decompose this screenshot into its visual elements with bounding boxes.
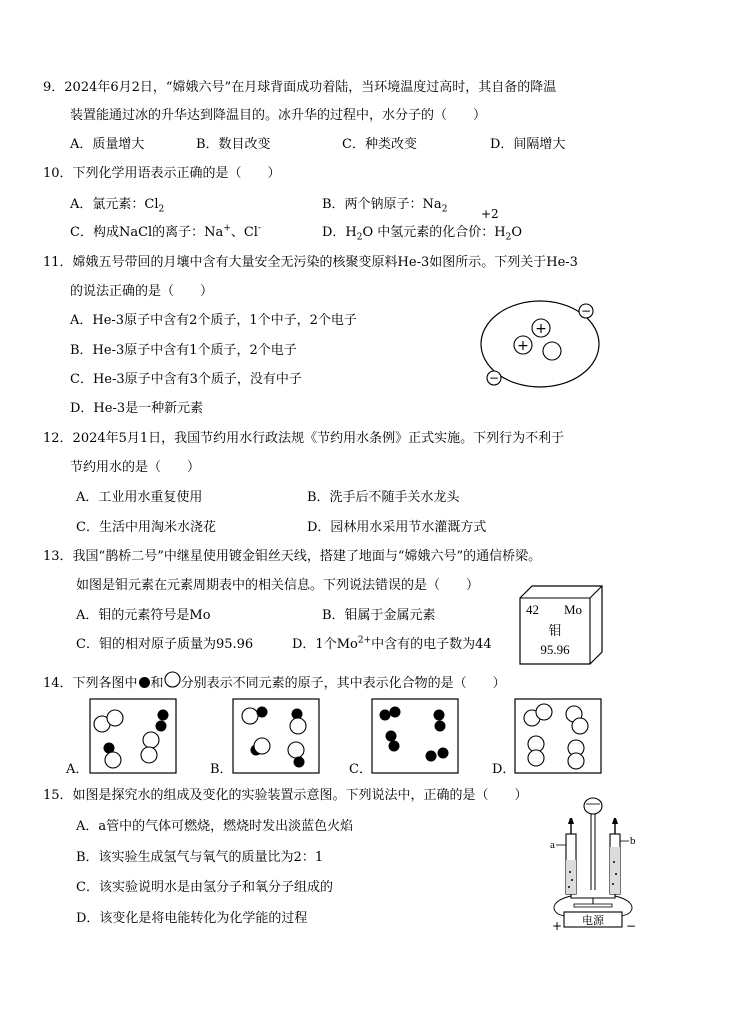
q14-diagram-d — [514, 698, 602, 774]
q11-stem-line1: 11．嫦娥五号带回的月壤中含有大量安全无污染的核聚变原料He-3如图所示。下列关于He-3 — [43, 255, 578, 270]
q15-option-d: D．该变化是将电能转化为化学能的过程 — [76, 911, 308, 926]
q9-option-c: C．种类改变 — [342, 137, 417, 152]
molybdenum-element-tile — [518, 584, 604, 666]
q14-diagram-c — [371, 698, 459, 774]
q11-option-c: C．He-3原子中含有3个质子，没有中子 — [70, 372, 302, 387]
q13-option-b: B．钼属于金属元素 — [322, 608, 436, 623]
q13-stem-line2: 如图是钼元素在元素周期表中的相关信息。下列说法错误的是（ ） — [76, 578, 480, 593]
q13-option-c: C．钼的相对原子质量为95.96 — [76, 637, 254, 652]
q9-stem-line2: 装置能通过冰的升华达到降温目的。冰升华的过程中，水分子的（ ） — [70, 108, 487, 123]
q14-label-c: C． — [349, 762, 372, 777]
black-atom-icon — [138, 676, 151, 689]
q14-diagram-b — [232, 698, 320, 774]
q14-stem: 14．下列各图中 和 分别表示不同元素的原子，其中表示化合物的是（ ） — [43, 671, 506, 692]
q12-option-b: B．洗手后不随手关水龙头 — [307, 490, 460, 505]
q12-stem-line1: 12．2024年5月1日，我国节约用水行政法规《节约用水条例》正式实施。下列行为不利于 — [43, 431, 565, 446]
tube-a-label: a — [550, 839, 555, 851]
electron-1-sign: − — [580, 304, 592, 318]
q10-option-a: A．氯元素：$Cl_2$ — [70, 197, 165, 215]
q11-option-b: B．He-3原子中含有1个质子，2个电子 — [70, 343, 297, 358]
he3-atom-diagram — [476, 298, 606, 390]
q15-option-a: A．a管中的气体可燃烧，燃烧时发出淡蓝色火焰 — [76, 819, 354, 834]
q13-stem-line1: 13．我国“鹊桥二号”中继星使用镀金钼丝天线，搭建了地面与“嫦娥六号”的通信桥梁。 — [43, 549, 542, 564]
q14-label-d: D． — [492, 762, 516, 777]
positive-terminal-label: + — [552, 919, 563, 933]
q12-option-a: A．工业用水重复使用 — [76, 490, 203, 505]
q13-option-d: D．1个$Mo^{2+}$中含有的电子数为44 — [292, 635, 492, 652]
q9-option-b: B．数目改变 — [196, 137, 271, 152]
q11-option-a: A．He-3原子中含有2个质子，1个中子，2个电子 — [70, 313, 357, 328]
q11-stem-line2: 的说法正确的是（ ） — [70, 284, 214, 299]
q13-option-a: A．钼的元素符号是Mo — [76, 608, 211, 623]
q12-option-d: D．园林用水采用节水灌溉方式 — [307, 520, 487, 535]
q15-option-b: B．该实验生成氢气与氧气的质量比为2：1 — [76, 850, 324, 865]
q15-option-c: C．该实验说明水是由氢分子和氧分子组成的 — [76, 880, 333, 895]
tile-element-name: 钼 — [548, 624, 562, 639]
q14-label-b: B． — [210, 762, 233, 777]
q14-diagram-a — [89, 698, 177, 774]
q9-stem-line1: 9．2024年6月2日，“嫦娥六号”在月球背面成功着陆，当环境温度过高时，其自备的降温 — [43, 80, 557, 95]
q10-valence-mark: +2 — [481, 207, 499, 221]
tile-atomic-mass: 95.96 — [540, 642, 570, 657]
electron-2-sign: − — [488, 371, 500, 385]
proton-1-sign: + — [535, 321, 547, 337]
q15-stem: 15．如图是探究水的组成及变化的实验装置示意图。下列说法中，正确的是（ ） — [43, 788, 528, 803]
power-source-label: 电源 — [582, 914, 604, 927]
neutron — [543, 342, 561, 360]
negative-terminal-label: − — [626, 919, 637, 933]
q10-option-b: B．两个钠原子：$Na_2$ — [322, 197, 448, 215]
white-atom-icon — [164, 671, 181, 688]
q14-label-a: A． — [66, 762, 89, 777]
tube-b-label: b — [630, 835, 636, 847]
proton-2-sign: + — [517, 338, 529, 354]
q9-option-d: D．间隔增大 — [490, 137, 566, 152]
q9-option-a: A．质量增大 — [70, 137, 145, 152]
q12-option-c: C．生活中用淘米水浇花 — [76, 520, 216, 535]
electrolysis-apparatus — [544, 792, 640, 934]
tile-symbol: Mo — [564, 602, 583, 617]
tile-atomic-number: 42 — [526, 602, 539, 617]
q10-stem: 10．下列化学用语表示正确的是（ ） — [43, 166, 281, 181]
q10-option-c: C．构成NaCl的离子：Na+、Cl- — [70, 223, 262, 240]
q11-option-d: D．He-3是一种新元素 — [70, 401, 204, 416]
q10-option-d: D．$H_2O$ 中氢元素的化合价：$H_2O$ — [322, 225, 523, 243]
q12-stem-line2: 节约用水的是（ ） — [70, 460, 201, 475]
